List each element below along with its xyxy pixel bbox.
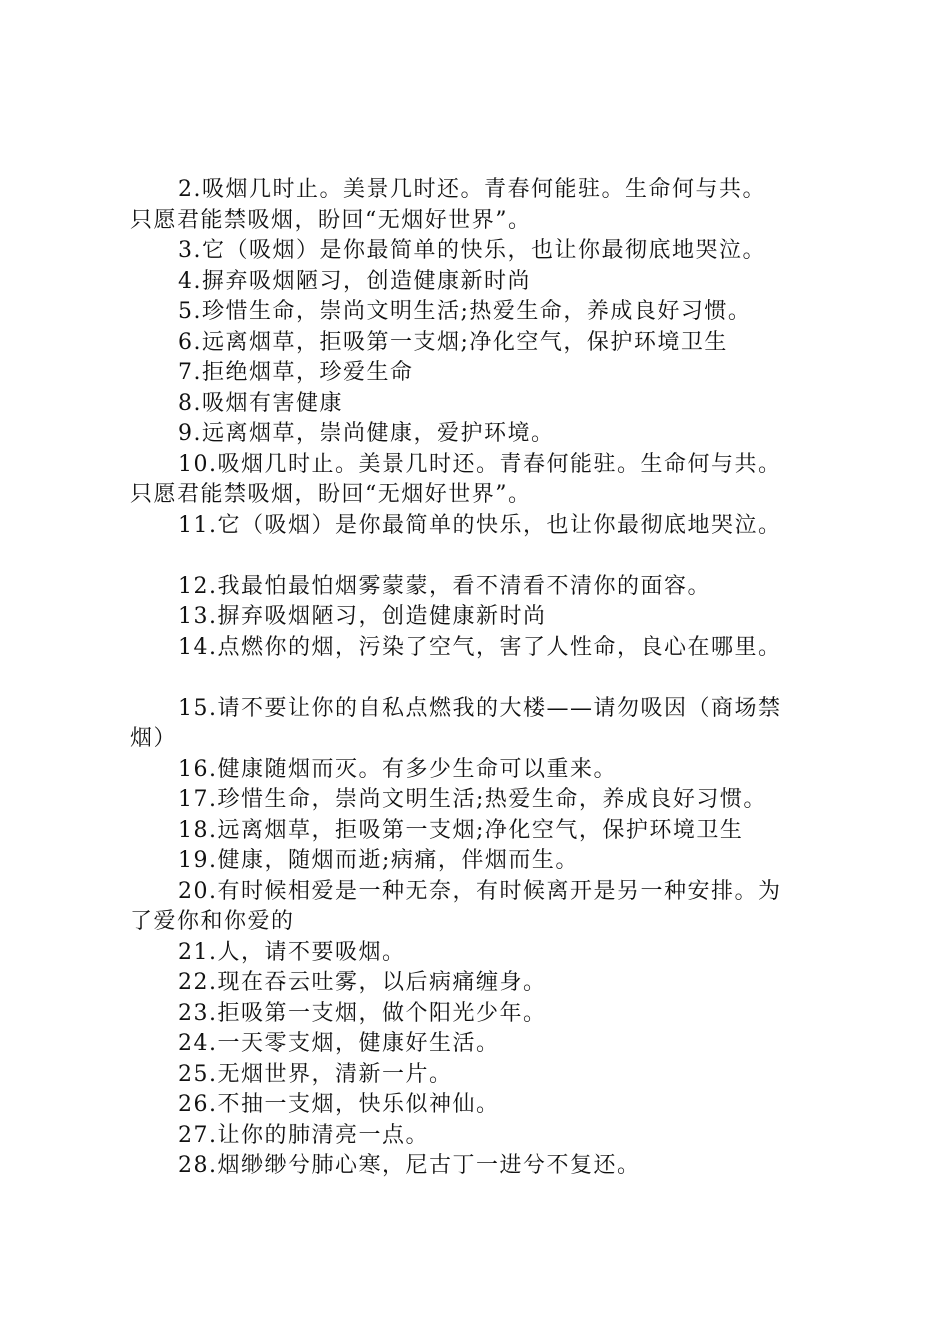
slogan-line: 23.拒吸第一支烟，做个阳光少年。 bbox=[178, 1000, 547, 1026]
slogan-line: 烟） bbox=[130, 726, 178, 751]
slogan-line: 只愿君能禁吸烟，盼回“无烟好世界”。 bbox=[130, 207, 532, 233]
slogan-line: 21.人，请不要吸烟。 bbox=[178, 939, 406, 965]
slogan-line: 12.我最怕最怕烟雾蒙蒙，看不清看不清你的面容。 bbox=[178, 573, 711, 599]
slogan-line: 5.珍惜生命，崇尚文明生活;热爱生命，养成良好习惯。 bbox=[178, 299, 752, 324]
slogan-line: 16.健康随烟而灭。有多少生命可以重来。 bbox=[178, 756, 617, 782]
slogan-line: 22.现在吞云吐雾，以后病痛缠身。 bbox=[178, 970, 547, 995]
slogan-line: 3.它（吸烟）是你最简单的快乐，也让你最彻底地哭泣。 bbox=[178, 238, 766, 263]
slogan-line: 15.请不要让你的自私点燃我的大楼——请勿吸因（商场禁 bbox=[178, 695, 782, 721]
document-body bbox=[130, 175, 830, 1182]
slogan-line: 13.摒弃吸烟陋习，创造健康新时尚 bbox=[178, 604, 547, 629]
blank-line bbox=[130, 663, 830, 694]
slogan-line: 7.拒绝烟草，珍爱生命 bbox=[178, 360, 414, 385]
slogan-line: 4.摒弃吸烟陋习，创造健康新时尚 bbox=[178, 268, 531, 294]
slogan-line: 10.吸烟几时止。美景几时还。青春何能驻。生命何与共。 bbox=[178, 451, 782, 477]
slogan-line: 只愿君能禁吸烟，盼回“无烟好世界”。 bbox=[130, 482, 532, 507]
slogan-line: 26.不抽一支烟，快乐似神仙。 bbox=[178, 1092, 500, 1117]
slogan-line: 17.珍惜生命，崇尚文明生活;热爱生命，养成良好习惯。 bbox=[178, 787, 767, 812]
slogan-line: 28.烟缈缈兮肺心寒，尼古丁一进兮不复还。 bbox=[178, 1153, 641, 1178]
slogan-line: 11.它（吸烟）是你最简单的快乐，也让你最彻底地哭泣。 bbox=[178, 512, 782, 538]
slogan-line: 8.吸烟有害健康 bbox=[178, 390, 343, 416]
slogan-line: 9.远离烟草，崇尚健康，爱护环境。 bbox=[178, 421, 555, 446]
slogan-line: 2.吸烟几时止。美景几时还。青春何能驻。生命何与共。 bbox=[178, 177, 766, 202]
slogan-line: 14.点燃你的烟，污染了空气，害了人性命，良心在哪里。 bbox=[178, 634, 782, 660]
blank-line bbox=[130, 541, 830, 572]
slogan-line: 19.健康，随烟而逝;病痛，伴烟而生。 bbox=[178, 848, 579, 873]
slogan-line: 18.远离烟草，拒吸第一支烟;净化空气，保护环境卫生 bbox=[178, 817, 744, 843]
slogan-line: 6.远离烟草，拒吸第一支烟;净化空气，保护环境卫生 bbox=[178, 329, 728, 355]
slogan-line: 了爱你和你爱的 bbox=[130, 909, 295, 934]
slogan-line: 20.有时候相爱是一种无奈，有时候离开是另一种安排。为 bbox=[178, 878, 782, 904]
slogan-line: 25.无烟世界，清新一片。 bbox=[178, 1061, 453, 1087]
slogan-line: 24.一天零支烟，健康好生活。 bbox=[178, 1031, 500, 1056]
slogan-line: 27.让你的肺清亮一点。 bbox=[178, 1122, 429, 1148]
